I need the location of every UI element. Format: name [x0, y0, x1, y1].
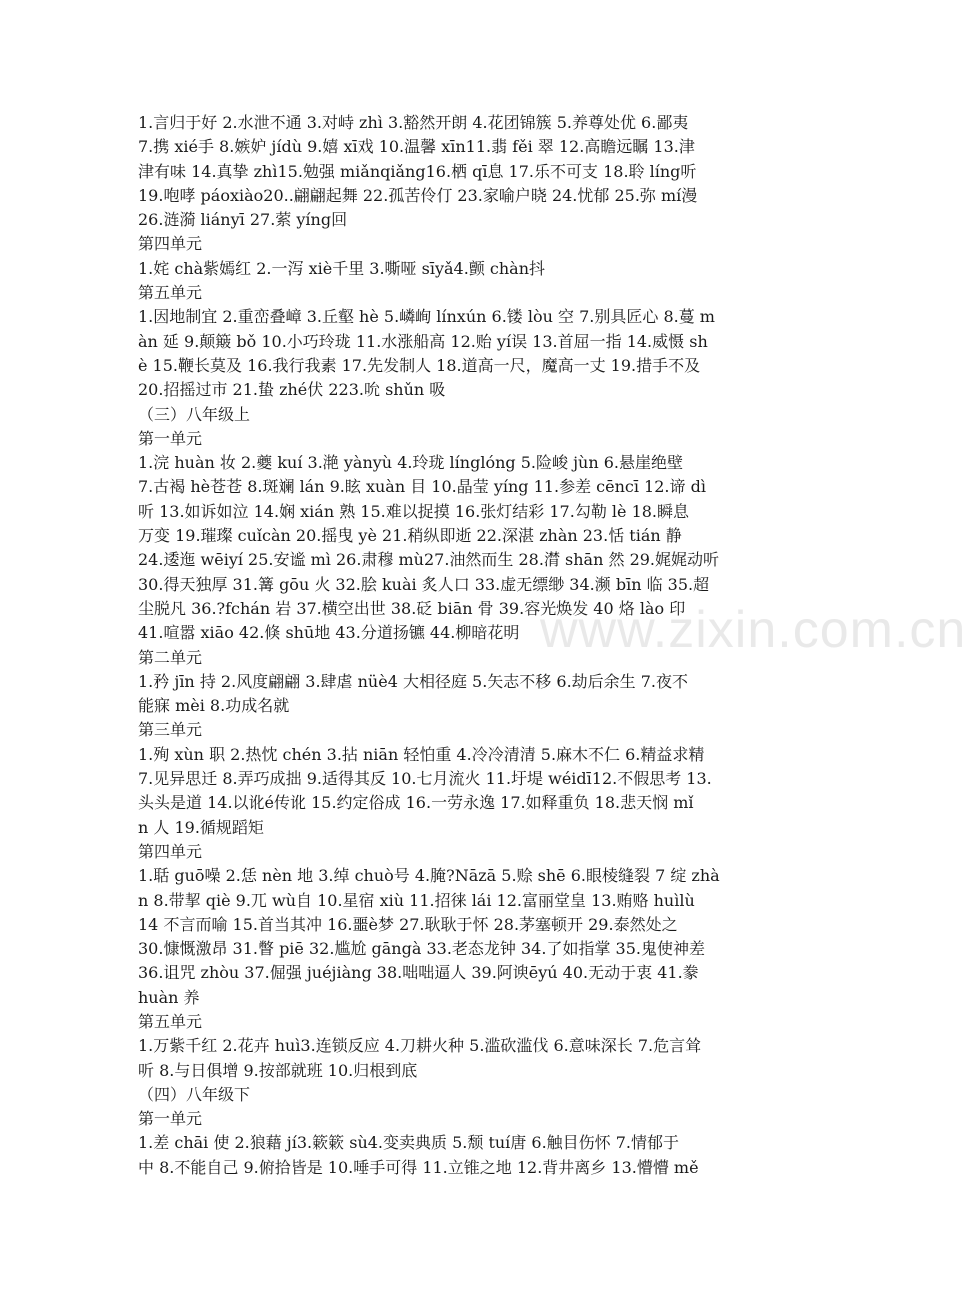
text-line: 1.言归于好 2.水泄不通 3.对峙 zhì 3.豁然开朗 4.花团锦簇 5.养尊处优 6.鄙夷	[138, 113, 689, 132]
text-line: 30.得天独厚 31.篝 gōu 火 32.脍 kuài 炙人口 33.虚无缥缈 34.濒 bīn 临 35.超	[138, 574, 710, 594]
section-heading: 第四单元	[138, 841, 203, 861]
text-line: 41.喧嚣 xiāo 42.倏 shū地 43.分道扬镳 44.柳暗花明	[138, 623, 520, 643]
text-line: 尘脱凡 36.?fchán 岩 37.横空出世 38.砭 biān 骨 39.容光焕发 40 烙 lào 印	[138, 598, 686, 618]
document-body	[138, 111, 798, 1180]
section-heading: 第四单元	[138, 234, 203, 254]
text-line: 1.姹 chà紫嫣红 2.一泻 xiè千里 3.嘶哑 sīyǎ4.颤 chàn抖	[138, 258, 546, 278]
text-line: àn 延 9.颠簸 bǒ 10.小巧玲珑 11.水涨船高 12.贻 yí误 13.首屈一指 14.威慑 sh	[138, 331, 708, 351]
section-heading: （三）八年级上	[138, 404, 251, 424]
text-line: 1.聒 guō噪 2.恁 nèn 地 3.绰 chuò号 4.腌?Nāzā 5.赊 shē 6.眼棱缝裂 7 绽 zhà	[138, 866, 720, 886]
text-line: 能寐 mèi 8.功成名就	[138, 696, 290, 716]
text-line: 津有味 14.真挚 zhì15.勉强 miǎnqiǎng16.栖 qī息 17.乐不可支 18.聆 líng听	[138, 161, 697, 181]
text-line: 26.涟漪 liányī 27.萦 yíng回	[138, 210, 348, 230]
text-line: 听 13.如诉如泣 14.娴 xián 熟 15.难以捉摸 16.张灯结彩 17.勾勒 lè 18.瞬息	[138, 501, 690, 521]
section-heading: 第五单元	[138, 283, 203, 303]
section-heading: 第一单元	[138, 428, 203, 448]
section-heading: 第三单元	[138, 720, 203, 740]
section-heading: 第一单元	[138, 1109, 203, 1129]
text-line: 1.因地制宜 2.重峦叠嶂 3.丘壑 hè 5.嶙峋 línxún 6.镂 lòu 空 7.别具匠心 8.蔓 m	[138, 307, 715, 327]
text-line: n 人 19.循规蹈矩	[138, 817, 264, 837]
text-line: 1.差 chāi 使 2.狼藉 jí3.簌簌 sù4.变卖典质 5.颓 tuí唐 6.触目伤怀 7.情郁于	[138, 1133, 680, 1153]
text-line: 36.诅咒 zhòu 37.倔强 juéjiàng 38.咄咄逼人 39.阿谀ēyú 40.无动于衷 41.豢	[138, 963, 699, 983]
text-line: 听 8.与日俱增 9.按部就班 10.归根到底	[138, 1060, 418, 1080]
text-line: 30.慷慨激昂 31.瞥 piē 32.尴尬 gāngà 33.老态龙钟 34.了如指掌 35.鬼使神差	[138, 939, 705, 959]
section-heading: （四）八年级下	[138, 1084, 251, 1104]
text-line: 7.见异思迁 8.弄巧成拙 9.适得其反 10.七月流火 11.圩堤 wéidī12.不假思考 13.	[138, 769, 712, 789]
text-line: è 15.鞭长莫及 16.我行我素 17.先发制人 18.道高一尺，魔高一丈 19.措手不及	[138, 355, 701, 375]
text-line: huàn 养	[138, 987, 200, 1007]
text-line: 中 8.不能自己 9.俯拾皆是 10.唾手可得 11.立锥之地 12.背井离乡 13.懵懵 mě	[138, 1157, 699, 1177]
text-line: 万变 19.璀璨 cuǐcàn 20.摇曳 yè 21.稍纵即逝 22.深湛 zhàn 23.恬 tián 静	[138, 526, 682, 546]
text-line: 7.携 xié手 8.嫉妒 jídù 9.嬉 xī戏 10.温馨 xīn11.翡 fěi 翠 12.高瞻远瞩 13.津	[138, 137, 695, 157]
text-line: 20.招摇过市 21.蛰 zhé伏 223.吮 shǔn 吸	[138, 380, 446, 400]
text-line: 14 不言而喻 15.首当其冲 16.噩è梦 27.耿耿于怀 28.茅塞顿开 29.泰然处之	[138, 914, 678, 934]
text-line: 19.咆哮 páoxiào20..翩翩起舞 22.孤苦伶仃 23.家喻户晓 24.忧郁 25.弥 mí漫	[138, 185, 698, 205]
text-line: 头头是道 14.以讹é传讹 15.约定俗成 16.一劳永逸 17.如释重负 18.悲天悯 mǐ	[138, 793, 694, 813]
text-line: 1.殉 xùn 职 2.热忱 chén 3.拈 niān 轻怕重 4.冷冷清清 5.麻木不仁 6.精益求精	[138, 744, 705, 764]
section-heading: 第五单元	[138, 1011, 203, 1031]
text-line: 24.逶迤 wēiyí 25.安谧 mì 26.肃穆 mù27.油然而生 28.潸 shān 然 29.娓娓动听	[138, 550, 720, 570]
watermark: www.zixin.com.cn	[540, 601, 966, 659]
text-line: 7.古褐 hè苍苍 8.斑斓 lán 9.眩 xuàn 目 10.晶莹 yíng 11.参差 cēncī 12.谛 dì	[138, 477, 706, 497]
section-heading: 第二单元	[138, 647, 203, 667]
text-line: 1.矜 jīn 持 2.风度翩翩 3.肆虐 nüè4 大相径庭 5.矢志不移 6.劫后余生 7.夜不	[138, 671, 689, 691]
text-line: 1.万紫千红 2.花卉 huì3.连锁反应 4.刀耕火种 5.滥砍滥伐 6.意味深长 7.危言耸	[138, 1036, 702, 1056]
text-line: n 8.带挈 qiè 9.兀 wù自 10.星宿 xiù 11.招徕 lái 12.富丽堂皇 13.贿赂 huìlù	[138, 890, 695, 910]
text-line: 1.浣 huàn 妆 2.夔 kuí 3.滟 yànyù 4.玲珑 línglóng 5.险峻 jùn 6.悬崖绝壁	[138, 453, 683, 473]
